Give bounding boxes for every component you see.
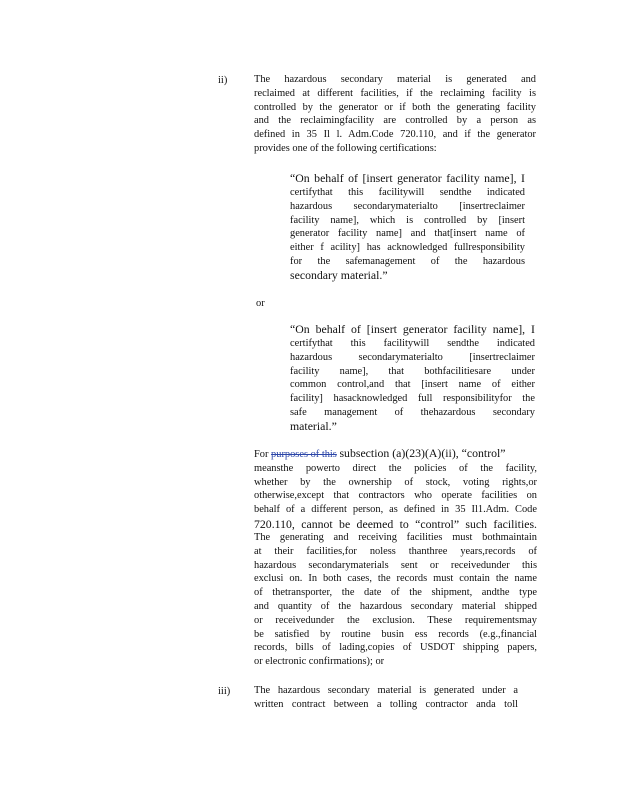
text-line: or receivedunder the exclusion. These requirementsmay — [254, 614, 537, 626]
text-line: at their facilities,for noless thanthree years,records of — [254, 545, 537, 557]
text-line: whether by the ownership of stock, voting rights,or — [254, 476, 537, 488]
text-line: defined in 35 Il l. Adm.Code 720.110, and if the generator — [254, 129, 536, 141]
text-line: material.” — [290, 418, 337, 433]
text-line: The hazardous secondary material is generated and — [254, 74, 536, 85]
text-line: or electronic confirmations); or — [254, 656, 385, 668]
item-iii-text — [254, 684, 518, 712]
text-line: either f acility] has acknowledged fullresponsibility — [290, 242, 525, 254]
text-line: hazardous secondarymaterialto [insertreclaimer — [290, 351, 535, 363]
text-line: The hazardous secondary material is generated under a — [254, 685, 518, 696]
item-number-iii: iii) — [218, 686, 231, 697]
text-line: generator facility name] and that[insert name of — [290, 228, 525, 240]
text-line: certifythat this facilitywill sendthe indicated — [290, 338, 535, 349]
text-line: reclaimed at different facilities, if the reclaiming facility is — [254, 87, 536, 99]
text-line: of thetransporter, the date of the shipment, andthe type — [254, 587, 537, 599]
struck-text: purposes of this — [271, 449, 337, 460]
text-line: “On behalf of [insert generator facility name], I — [290, 171, 525, 185]
text-run: For — [254, 449, 269, 460]
text-line: facility name], that bothfacilitiesare under — [290, 365, 535, 377]
text-line: exclusi on. In both cases, the records must contain the name — [254, 573, 537, 585]
text-line: “On behalf of [insert generator facility name], I — [290, 322, 535, 336]
text-line — [254, 447, 537, 462]
text-line: common control,and that [insert name of either — [290, 379, 535, 391]
or-connector: or — [256, 298, 265, 309]
text-line: certifythat this facilitywill sendthe indicated — [290, 187, 525, 198]
text-line: otherwise,except that contractors who operate facilities on — [254, 490, 537, 502]
text-line: behalf of a different person, as defined in 35 Il1.Adm. Code — [254, 504, 537, 516]
text-line: for the safemanagement of the hazardous — [290, 255, 525, 267]
text-line: written contract between a tolling contractor anda toll — [254, 698, 518, 710]
text-line: and the reclaimingfacility are controlled by a person as — [254, 115, 536, 127]
certification-1 — [290, 171, 525, 283]
text-line: 720.110, cannot be deemed to “control” such facilities. — [254, 516, 537, 531]
text-line: be satisfied by routine busin ess records (e.g.,financial — [254, 628, 537, 640]
text-line: facility name], which is controlled by [insert — [290, 214, 525, 226]
text-line: hazardous secondarymaterials sent or receivedunder this — [254, 559, 537, 571]
text-line: and quantity of the hazardous secondary material shipped — [254, 600, 537, 612]
text-line: records, bills of lading,copies of USDOT shipping papers, — [254, 642, 537, 654]
text-line: secondary material.” — [290, 267, 388, 282]
text-line: hazardous secondarymaterialto [insertreclaimer — [290, 200, 525, 212]
certification-2 — [290, 322, 535, 434]
text-line: meansthe powerto direct the policies of the facility, — [254, 462, 537, 474]
text-line: safe management of thehazardous secondary — [290, 406, 535, 418]
text-line: facility] hasacknowledged full responsibilityfor the — [290, 393, 535, 405]
text-line: The generating and receiving facilities must bothmaintain — [254, 531, 537, 543]
text-run: subsection (a)(23)(A)(ii), “control” — [339, 446, 506, 460]
control-definition-paragraph — [254, 447, 537, 669]
text-line: controlled by the generator or if both the generating facility — [254, 101, 536, 113]
item-ii-text — [254, 73, 536, 156]
text-line: provides one of the following certifications: — [254, 142, 437, 154]
item-number-ii: ii) — [218, 75, 228, 86]
